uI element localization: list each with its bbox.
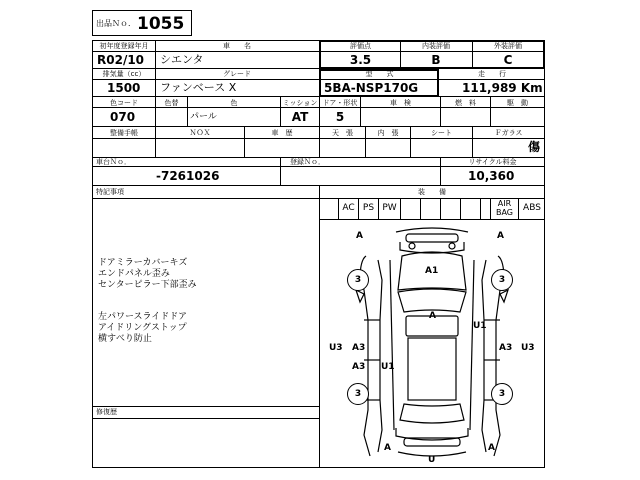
mark-left-lower-u1: U1: [381, 362, 395, 372]
color-type-label: 色替: [164, 99, 179, 107]
capacity-label: 車 検: [390, 99, 411, 107]
recycle-value: 10,360: [468, 169, 515, 183]
equipment-ps: PS: [359, 198, 379, 219]
doors-label: ドア・形状: [322, 99, 358, 107]
mark-front-left: A: [356, 231, 363, 241]
interior-score-label: 内装評価: [422, 42, 450, 50]
remark-line: 左パワースライドドア: [98, 312, 188, 322]
manual-label: 整備手帳: [110, 129, 138, 137]
mark-right-rocker: U3: [521, 343, 535, 353]
equipment-row: [319, 198, 545, 220]
mark-left-rocker: U3: [329, 343, 343, 353]
equipment-empty-cell: [461, 198, 481, 219]
grade-label: グレード: [223, 70, 251, 78]
divider: [438, 69, 439, 96]
fglass-label: Ｆガラス: [494, 129, 523, 137]
fglass-value: 傷: [527, 140, 540, 154]
fuel-label: 燃 料: [455, 99, 476, 107]
model-label: 型 式: [365, 70, 394, 78]
recycle-label: リサイクル料金: [468, 158, 517, 166]
mark-rear-right: A: [488, 443, 495, 453]
grade-value: ファンベース X: [160, 81, 237, 94]
color-label: 色: [230, 99, 238, 107]
doors-value: 5: [335, 110, 345, 124]
exterior-score-label: 外装評価: [494, 42, 522, 50]
mark-rear-left: A: [384, 443, 391, 453]
mark-right-pillar: U1: [473, 321, 487, 331]
repair-label: 修復歴: [96, 408, 117, 416]
chassis-label: 車台Ｎｏ．: [96, 158, 131, 166]
mileage-label: 走 行: [478, 70, 506, 78]
repair-divider: [92, 418, 319, 419]
color-type-value: パール: [190, 112, 217, 122]
exhibit-number-label: 出品Ｎｏ．: [96, 19, 136, 28]
equipment-pw: PW: [379, 198, 401, 219]
tire-rear-right: 3: [491, 383, 513, 405]
score-value: 3.5: [349, 53, 372, 67]
equipment-empty-cell: [481, 198, 491, 219]
model-value: 5BA-NSP170G: [324, 81, 419, 95]
score-label: 評価点: [350, 42, 371, 50]
mission-value: AT: [291, 110, 309, 124]
mark-rear-bottom: U: [428, 455, 436, 465]
equipment-airbag: AIR BAG: [491, 199, 519, 220]
equipment-empty-cell: [421, 198, 441, 219]
exhibit-number-box: [92, 10, 192, 36]
seat-label: シート: [431, 129, 452, 137]
remark-line: 横すべり防止: [98, 334, 152, 344]
repair-top: [92, 406, 319, 407]
mission-label: ミッション: [282, 99, 318, 107]
nox-label: ＮＯＸ: [189, 129, 211, 137]
divider: [280, 158, 281, 185]
remark-line: センターピラー下部歪み: [98, 280, 197, 290]
mark-roof: A: [429, 311, 436, 321]
equipment-label: 装 備: [418, 188, 446, 196]
equipment-abs: ABS: [523, 203, 541, 213]
equipment-empty-cell: [401, 198, 421, 219]
mark-left-lower-a3: A3: [352, 362, 366, 372]
first-reg-value: R02/10: [97, 53, 145, 67]
color-code-label: 色コード: [110, 99, 138, 107]
displacement-value: 1500: [107, 81, 141, 95]
first-reg-label: 初年度登録年月: [99, 42, 149, 50]
equipment-empty-cell: [441, 198, 461, 219]
interior-score-value: B: [431, 53, 441, 67]
chassis-value: -7261026: [156, 169, 220, 183]
tire-rear-left: 3: [347, 383, 369, 405]
interior-lining-label: 内 張: [377, 129, 399, 137]
displacement-label: 排気量（cc）: [102, 70, 146, 78]
history-label: 車 歴: [271, 129, 293, 137]
exhibit-number: 1055: [137, 14, 185, 34]
mark-right-door: A3: [499, 343, 513, 353]
tire-front-right: 3: [491, 269, 513, 291]
exterior-score-value: C: [503, 53, 513, 67]
drive-label: 駆 動: [507, 99, 528, 107]
remark-line: アイドリングストップ: [98, 323, 187, 333]
sunroof-label: 天 張: [332, 129, 353, 137]
reg-no-label: 登録Ｎｏ．: [290, 158, 325, 166]
mileage-value: 111,989 Km: [462, 81, 543, 95]
remarks-label: 特記事項: [96, 188, 124, 196]
remark-line: エンドパネル歪み: [98, 269, 170, 279]
equipment-blank-cell: [319, 198, 339, 219]
mark-left-door: A3: [352, 343, 366, 353]
car-name-value: シエンタ: [160, 53, 204, 66]
mark-front-right: A: [497, 231, 504, 241]
equipment-ac: AC: [339, 198, 359, 219]
tire-front-left: 3: [347, 269, 369, 291]
remarks-area: [98, 258, 197, 345]
remark-line: ドアミラーカバーキズ: [98, 258, 188, 268]
car-name-label: 車 名: [223, 42, 251, 50]
color-code-value: 070: [110, 110, 136, 124]
mark-hood: A1: [425, 266, 439, 276]
